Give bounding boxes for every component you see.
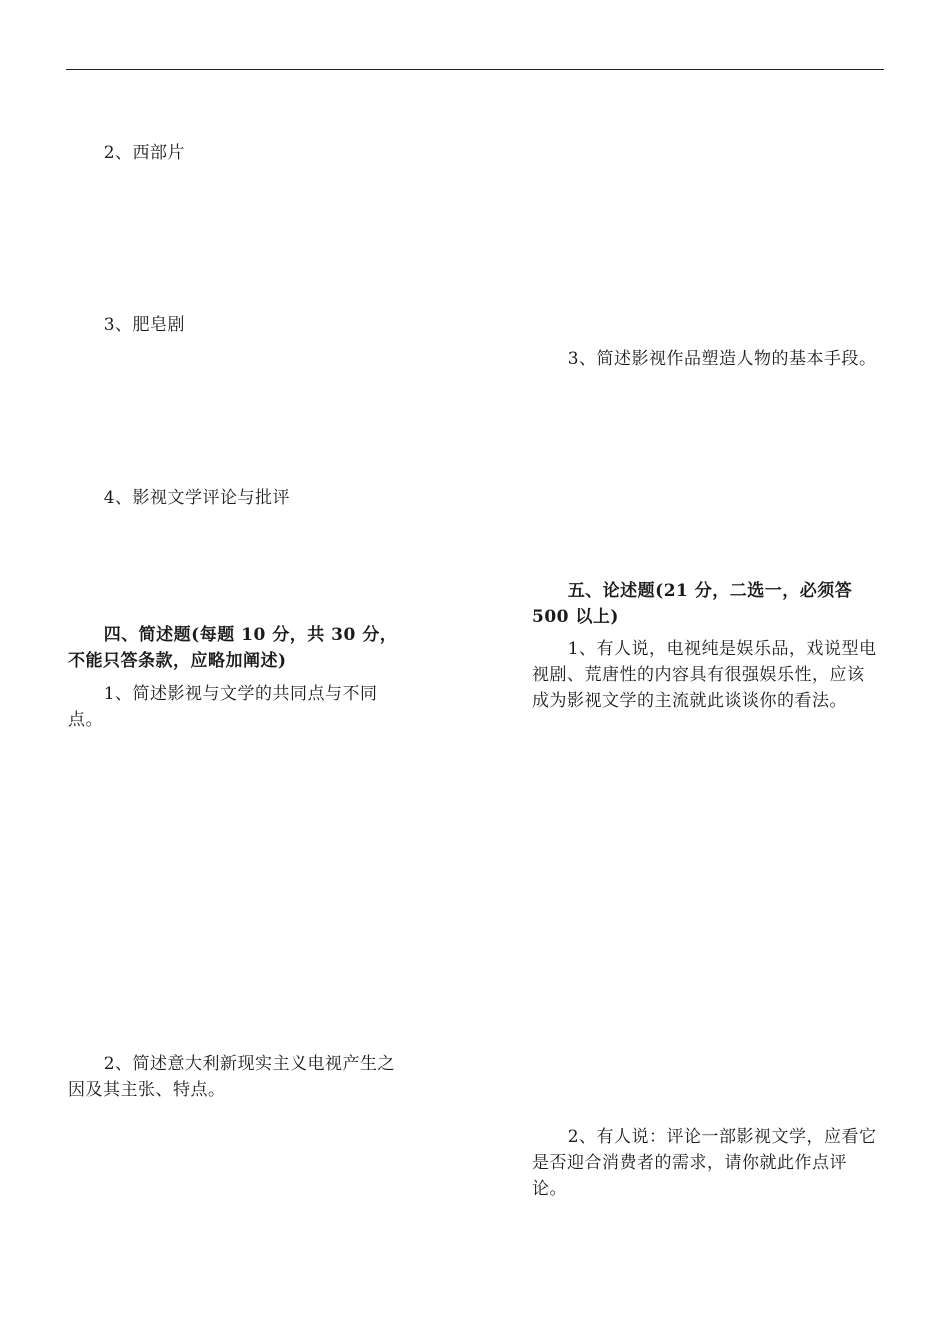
short-answer-question-3: 3、简述影视作品塑造人物的基本手段。 xyxy=(567,349,877,369)
section-4-heading: 四、简述题(每题 10 分，共 30 分，不能只答条款，应略加阐述) xyxy=(68,625,398,671)
term-film-literature-criticism: 4、影视文学评论与批评 xyxy=(103,488,291,508)
header-rule xyxy=(66,69,884,70)
short-answer-question-2: 2、简述意大利新现实主义电视产生之因及其主张、特点。 xyxy=(68,1054,396,1100)
short-answer-question-1: 1、简述影视与文学的共同点与不同点。 xyxy=(68,684,378,730)
essay-question-2: 2、有人说：评论一部影视文学，应看它是否迎合消费者的需求，请你就此作点评论。 xyxy=(532,1127,877,1199)
section-5-heading: 五、论述题(21 分，二选一，必须答 500 以上) xyxy=(532,581,853,627)
term-soap-opera: 3、肥皂剧 xyxy=(103,315,186,335)
essay-question-1: 1、有人说，电视纯是娱乐品，戏说型电视剧、荒唐性的内容具有很强娱乐性，应该成为影视文学的主流就此谈谈你的看法。 xyxy=(532,639,877,711)
term-western-film: 2、西部片 xyxy=(103,143,186,163)
